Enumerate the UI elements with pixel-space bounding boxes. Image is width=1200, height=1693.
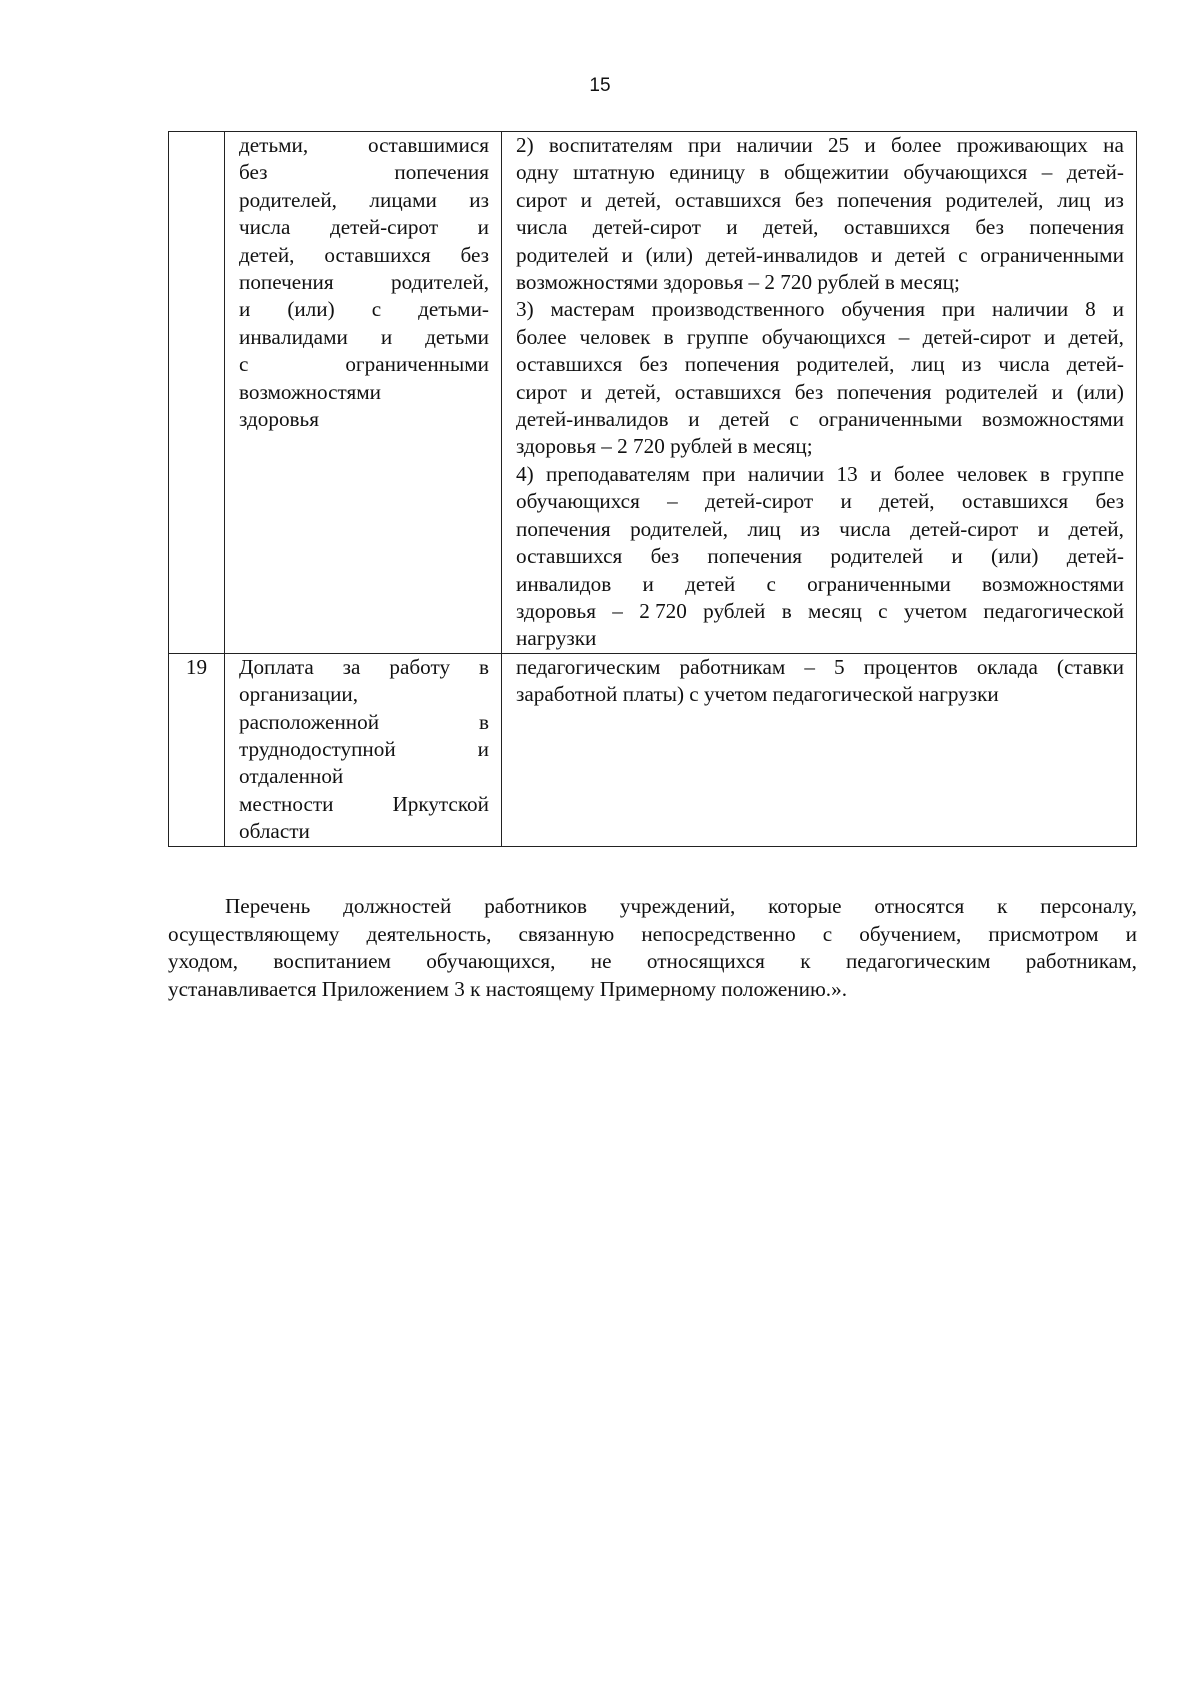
text-line <box>516 598 1124 625</box>
word: производственного <box>651 297 825 322</box>
text-line <box>239 159 489 186</box>
row-number-cell: 19 <box>169 653 225 846</box>
word: – <box>804 654 815 679</box>
word: связанную <box>518 921 615 946</box>
word: которые <box>768 894 842 918</box>
word: возможностями <box>982 571 1124 596</box>
word: (или) <box>991 544 1039 569</box>
word: инвалидами <box>239 324 348 349</box>
payment-type-cell <box>225 132 502 654</box>
word: отдаленной <box>239 764 344 789</box>
word: штатную <box>573 160 655 185</box>
word: оставшихся <box>324 242 431 267</box>
word: обучением, <box>859 921 962 946</box>
text-line <box>516 571 1124 598</box>
text-line <box>516 488 1124 515</box>
word: с <box>878 598 888 623</box>
word: попечения <box>837 187 932 212</box>
word: здоровья <box>239 407 319 432</box>
word: родителей <box>945 379 1038 404</box>
word: преподавателям <box>546 461 690 486</box>
word: группе <box>1062 461 1124 486</box>
text-line <box>516 324 1124 351</box>
word: без <box>239 160 268 185</box>
text-line <box>516 132 1124 159</box>
word: труднодоступной <box>239 736 396 761</box>
word: родителей <box>516 242 609 267</box>
word: детей, <box>762 215 819 240</box>
word: родителей, <box>630 516 729 541</box>
word: воспитанием <box>273 949 391 974</box>
text-line <box>239 763 489 790</box>
word: на <box>1103 133 1124 157</box>
word: одну <box>516 160 559 185</box>
word: в <box>1039 461 1050 486</box>
text-line <box>516 187 1124 214</box>
text-line <box>239 214 489 241</box>
text-line <box>516 461 1124 488</box>
word: педагогической <box>983 598 1124 623</box>
word: заработной платы) с учетом педагогической нагрузки <box>516 682 999 707</box>
word: месяц <box>808 598 862 623</box>
text-line <box>168 948 1137 976</box>
payment-type-cell <box>225 653 502 846</box>
word: ограниченными <box>345 352 489 377</box>
word: и <box>580 379 592 404</box>
word: возможностями <box>239 379 381 404</box>
payment-conditions-cell <box>502 653 1137 846</box>
word: инвалидов <box>516 571 612 596</box>
word: – <box>667 489 678 514</box>
word: оклада <box>976 654 1038 679</box>
text-line <box>239 379 489 406</box>
word: (или) <box>1076 379 1124 404</box>
word: проживающих <box>956 133 1088 157</box>
word: и <box>951 544 963 569</box>
word: детей-сирот <box>910 516 1019 541</box>
word: и <box>864 133 876 157</box>
word: попечения <box>684 352 780 377</box>
word: и <box>1112 297 1124 322</box>
word: оставшихся <box>516 544 623 569</box>
text-line <box>516 351 1124 378</box>
word: (или) <box>645 242 693 267</box>
word: местности <box>239 791 334 816</box>
text-line <box>516 681 1124 708</box>
word: и <box>1037 516 1050 541</box>
word: обучающихся <box>903 160 1028 185</box>
word: детьми, <box>239 133 309 157</box>
word: без <box>460 242 489 267</box>
page-number: 15 <box>589 75 611 96</box>
word: более <box>893 461 945 486</box>
text-line <box>516 379 1124 406</box>
word: работникам <box>679 654 786 679</box>
word: родителей, <box>239 187 337 212</box>
word: с <box>766 571 776 596</box>
word: присмотром <box>988 921 1099 946</box>
text-line <box>239 681 489 708</box>
text-line <box>516 654 1124 681</box>
word: и <box>1043 324 1056 349</box>
word: организации, <box>239 682 359 707</box>
word: в <box>781 598 792 623</box>
word: более <box>516 324 567 349</box>
word: детей, <box>239 242 295 267</box>
word: числа <box>516 215 568 240</box>
word: детей- <box>1066 160 1124 185</box>
word: детьми- <box>418 297 489 322</box>
word: наличии <box>736 133 813 157</box>
word: без <box>1095 489 1124 514</box>
word: устанавливается Приложением 3 к настоящему Примерному положению.». <box>168 976 847 1001</box>
word: при <box>702 461 736 486</box>
text-line <box>516 543 1124 570</box>
word: воспитателям <box>548 133 673 157</box>
word: (или) <box>287 297 335 322</box>
word: с <box>958 242 968 267</box>
text-line <box>516 296 1124 323</box>
word: 5 <box>833 654 845 679</box>
word: детей <box>719 407 770 432</box>
word: и <box>871 242 883 267</box>
word: работников <box>484 894 588 918</box>
text-line <box>239 296 489 323</box>
word: родителей, <box>945 187 1044 212</box>
word: обучающихся <box>516 489 640 514</box>
word: сирот <box>516 187 567 212</box>
word: 8 <box>1085 297 1096 322</box>
word: расположенной <box>239 709 380 734</box>
word: ограниченными <box>807 571 951 596</box>
word: без <box>794 187 824 212</box>
word: без <box>650 544 680 569</box>
text-line <box>239 709 489 736</box>
word: при <box>941 297 976 322</box>
word: Доплата <box>239 654 314 679</box>
word: – <box>612 598 623 623</box>
word: непосредственно <box>641 921 796 946</box>
word: в <box>478 654 489 679</box>
word: сирот <box>516 379 567 404</box>
text-line <box>239 187 489 214</box>
text-line <box>516 214 1124 241</box>
word: оставшихся <box>961 489 1069 514</box>
word: общежитии <box>783 160 889 185</box>
word: детей-сирот <box>705 489 814 514</box>
word: и <box>726 215 738 240</box>
word: и <box>477 215 489 240</box>
word: и <box>477 736 489 761</box>
word: 2 720 <box>639 598 687 623</box>
word: должностей <box>343 894 452 918</box>
word: и <box>1051 379 1063 404</box>
word: единицу <box>669 160 746 185</box>
word: работникам, <box>1025 949 1137 974</box>
word: здоровья <box>516 598 596 623</box>
word: с <box>822 921 833 946</box>
word: мастерам <box>550 297 635 322</box>
word: рублей <box>703 598 766 623</box>
text-line <box>239 791 489 818</box>
word: детей <box>895 242 946 267</box>
word: детей-сирот <box>922 324 1031 349</box>
payment-conditions-cell <box>502 132 1137 654</box>
word: области <box>239 819 310 844</box>
word: человек <box>579 324 651 349</box>
text-line <box>168 976 1137 1004</box>
word: работу <box>389 654 451 679</box>
word: детей, <box>605 187 662 212</box>
word: 13 <box>836 461 858 486</box>
word: и <box>642 571 654 596</box>
word: лиц <box>747 516 781 541</box>
text-line <box>239 269 489 296</box>
word: уходом, <box>168 949 239 974</box>
word: попечения <box>239 270 334 295</box>
text-line <box>516 516 1124 543</box>
word: педагогическим <box>516 654 661 679</box>
word: не <box>590 949 612 974</box>
word: и <box>870 461 882 486</box>
text-line <box>168 893 1137 921</box>
word: 4) <box>516 461 534 486</box>
text-line <box>168 921 1137 949</box>
word: из <box>469 187 489 212</box>
word: обучающихся, <box>426 949 556 974</box>
word: Перечень <box>225 894 311 918</box>
word: в <box>663 324 674 349</box>
text-line <box>239 654 489 681</box>
word: числа <box>998 352 1050 377</box>
word: детей- <box>1066 544 1124 569</box>
word: учреждений, <box>619 894 736 918</box>
word: наличии <box>992 297 1069 322</box>
word: и <box>239 297 251 322</box>
word: из <box>800 516 820 541</box>
word: лицами <box>369 187 437 212</box>
word: числа <box>839 516 891 541</box>
word: 25 <box>827 133 850 157</box>
word: без <box>794 379 824 404</box>
text-line <box>239 324 489 351</box>
word: попечения <box>707 544 803 569</box>
word: детей-инвалидов <box>516 407 669 432</box>
word: оставшихся <box>516 352 623 377</box>
word: попечения <box>1029 215 1124 240</box>
word: из <box>1104 187 1124 212</box>
word: и <box>580 187 592 212</box>
word: ограниченными <box>818 407 963 432</box>
word: обучения <box>841 297 925 322</box>
word: человек <box>956 461 1028 486</box>
word: попечения <box>836 379 932 404</box>
text-line <box>516 242 1124 269</box>
word: с <box>371 297 382 322</box>
word: учетом <box>903 598 968 623</box>
word: обучающихся <box>761 324 886 349</box>
word: детей, <box>1068 516 1124 541</box>
word: Иркутской <box>392 791 489 816</box>
word: (ставки <box>1056 654 1124 679</box>
word: попечения <box>516 516 611 541</box>
payment-table <box>168 131 1137 847</box>
word: с <box>789 407 799 432</box>
word: к <box>800 949 811 974</box>
word: без <box>639 352 668 377</box>
text-line <box>239 242 489 269</box>
word: деятельность, <box>366 921 492 946</box>
word: персоналу, <box>1040 894 1137 918</box>
text-line <box>239 406 489 433</box>
row-number-cell <box>169 132 225 654</box>
closing-paragraph <box>168 893 1137 1003</box>
word: и <box>621 242 633 267</box>
text-line <box>516 406 1124 433</box>
word: родителей, <box>796 352 895 377</box>
word: ограниченными <box>980 242 1124 267</box>
word: группе <box>686 324 749 349</box>
word: наличии <box>747 461 825 486</box>
word: оставшихся <box>674 379 782 404</box>
word: числа <box>239 215 291 240</box>
word: оставшихся <box>843 215 951 240</box>
word: оставшимися <box>367 133 489 157</box>
word: более <box>890 133 942 157</box>
word: осуществляющему <box>168 921 340 946</box>
word: и <box>688 407 700 432</box>
word: в <box>478 709 489 734</box>
word: детей- <box>1066 352 1124 377</box>
word: возможностями <box>981 407 1124 432</box>
word: 2) <box>516 133 534 157</box>
word: детей, <box>1068 324 1124 349</box>
word: детей-сирот <box>329 215 439 240</box>
word: 3) <box>516 297 534 322</box>
word: здоровья – 2 720 рублей в месяц; <box>516 434 813 459</box>
text-line <box>516 625 1124 652</box>
word: за <box>342 654 361 679</box>
word: детей <box>685 571 736 596</box>
word: детьми <box>425 324 489 349</box>
word: – <box>1041 160 1053 185</box>
word: относятся <box>874 894 965 918</box>
word: к <box>997 894 1008 918</box>
word: в <box>759 160 770 185</box>
text-line <box>516 269 1124 296</box>
word: детей, <box>605 379 662 404</box>
word: детей, <box>879 489 935 514</box>
table-row <box>169 653 1137 846</box>
word: попечения <box>394 160 489 185</box>
text-line <box>239 736 489 763</box>
word: детей-сирот <box>592 215 701 240</box>
word: процентов <box>863 654 958 679</box>
word: и <box>840 489 852 514</box>
text-line <box>239 818 489 845</box>
word: лиц <box>1057 187 1091 212</box>
word: родителей <box>830 544 924 569</box>
word: относящихся <box>646 949 765 974</box>
word: при <box>687 133 722 157</box>
word: возможностями здоровья – 2 720 рублей в месяц; <box>516 270 960 295</box>
word: лиц <box>911 352 945 377</box>
text-line <box>516 433 1124 460</box>
word: детей-инвалидов <box>705 242 859 267</box>
text-line <box>239 351 489 378</box>
word: и <box>380 324 393 349</box>
table-row <box>169 132 1137 654</box>
word: нагрузки <box>516 626 597 651</box>
text-line <box>239 132 489 159</box>
word: и <box>1125 921 1137 946</box>
word: с <box>239 352 249 377</box>
word: из <box>961 352 982 377</box>
word: – <box>898 324 910 349</box>
text-line <box>516 159 1124 186</box>
word: без <box>975 215 1004 240</box>
word: родителей, <box>391 270 489 295</box>
word: оставшихся <box>674 187 782 212</box>
word: педагогическим <box>845 949 991 974</box>
